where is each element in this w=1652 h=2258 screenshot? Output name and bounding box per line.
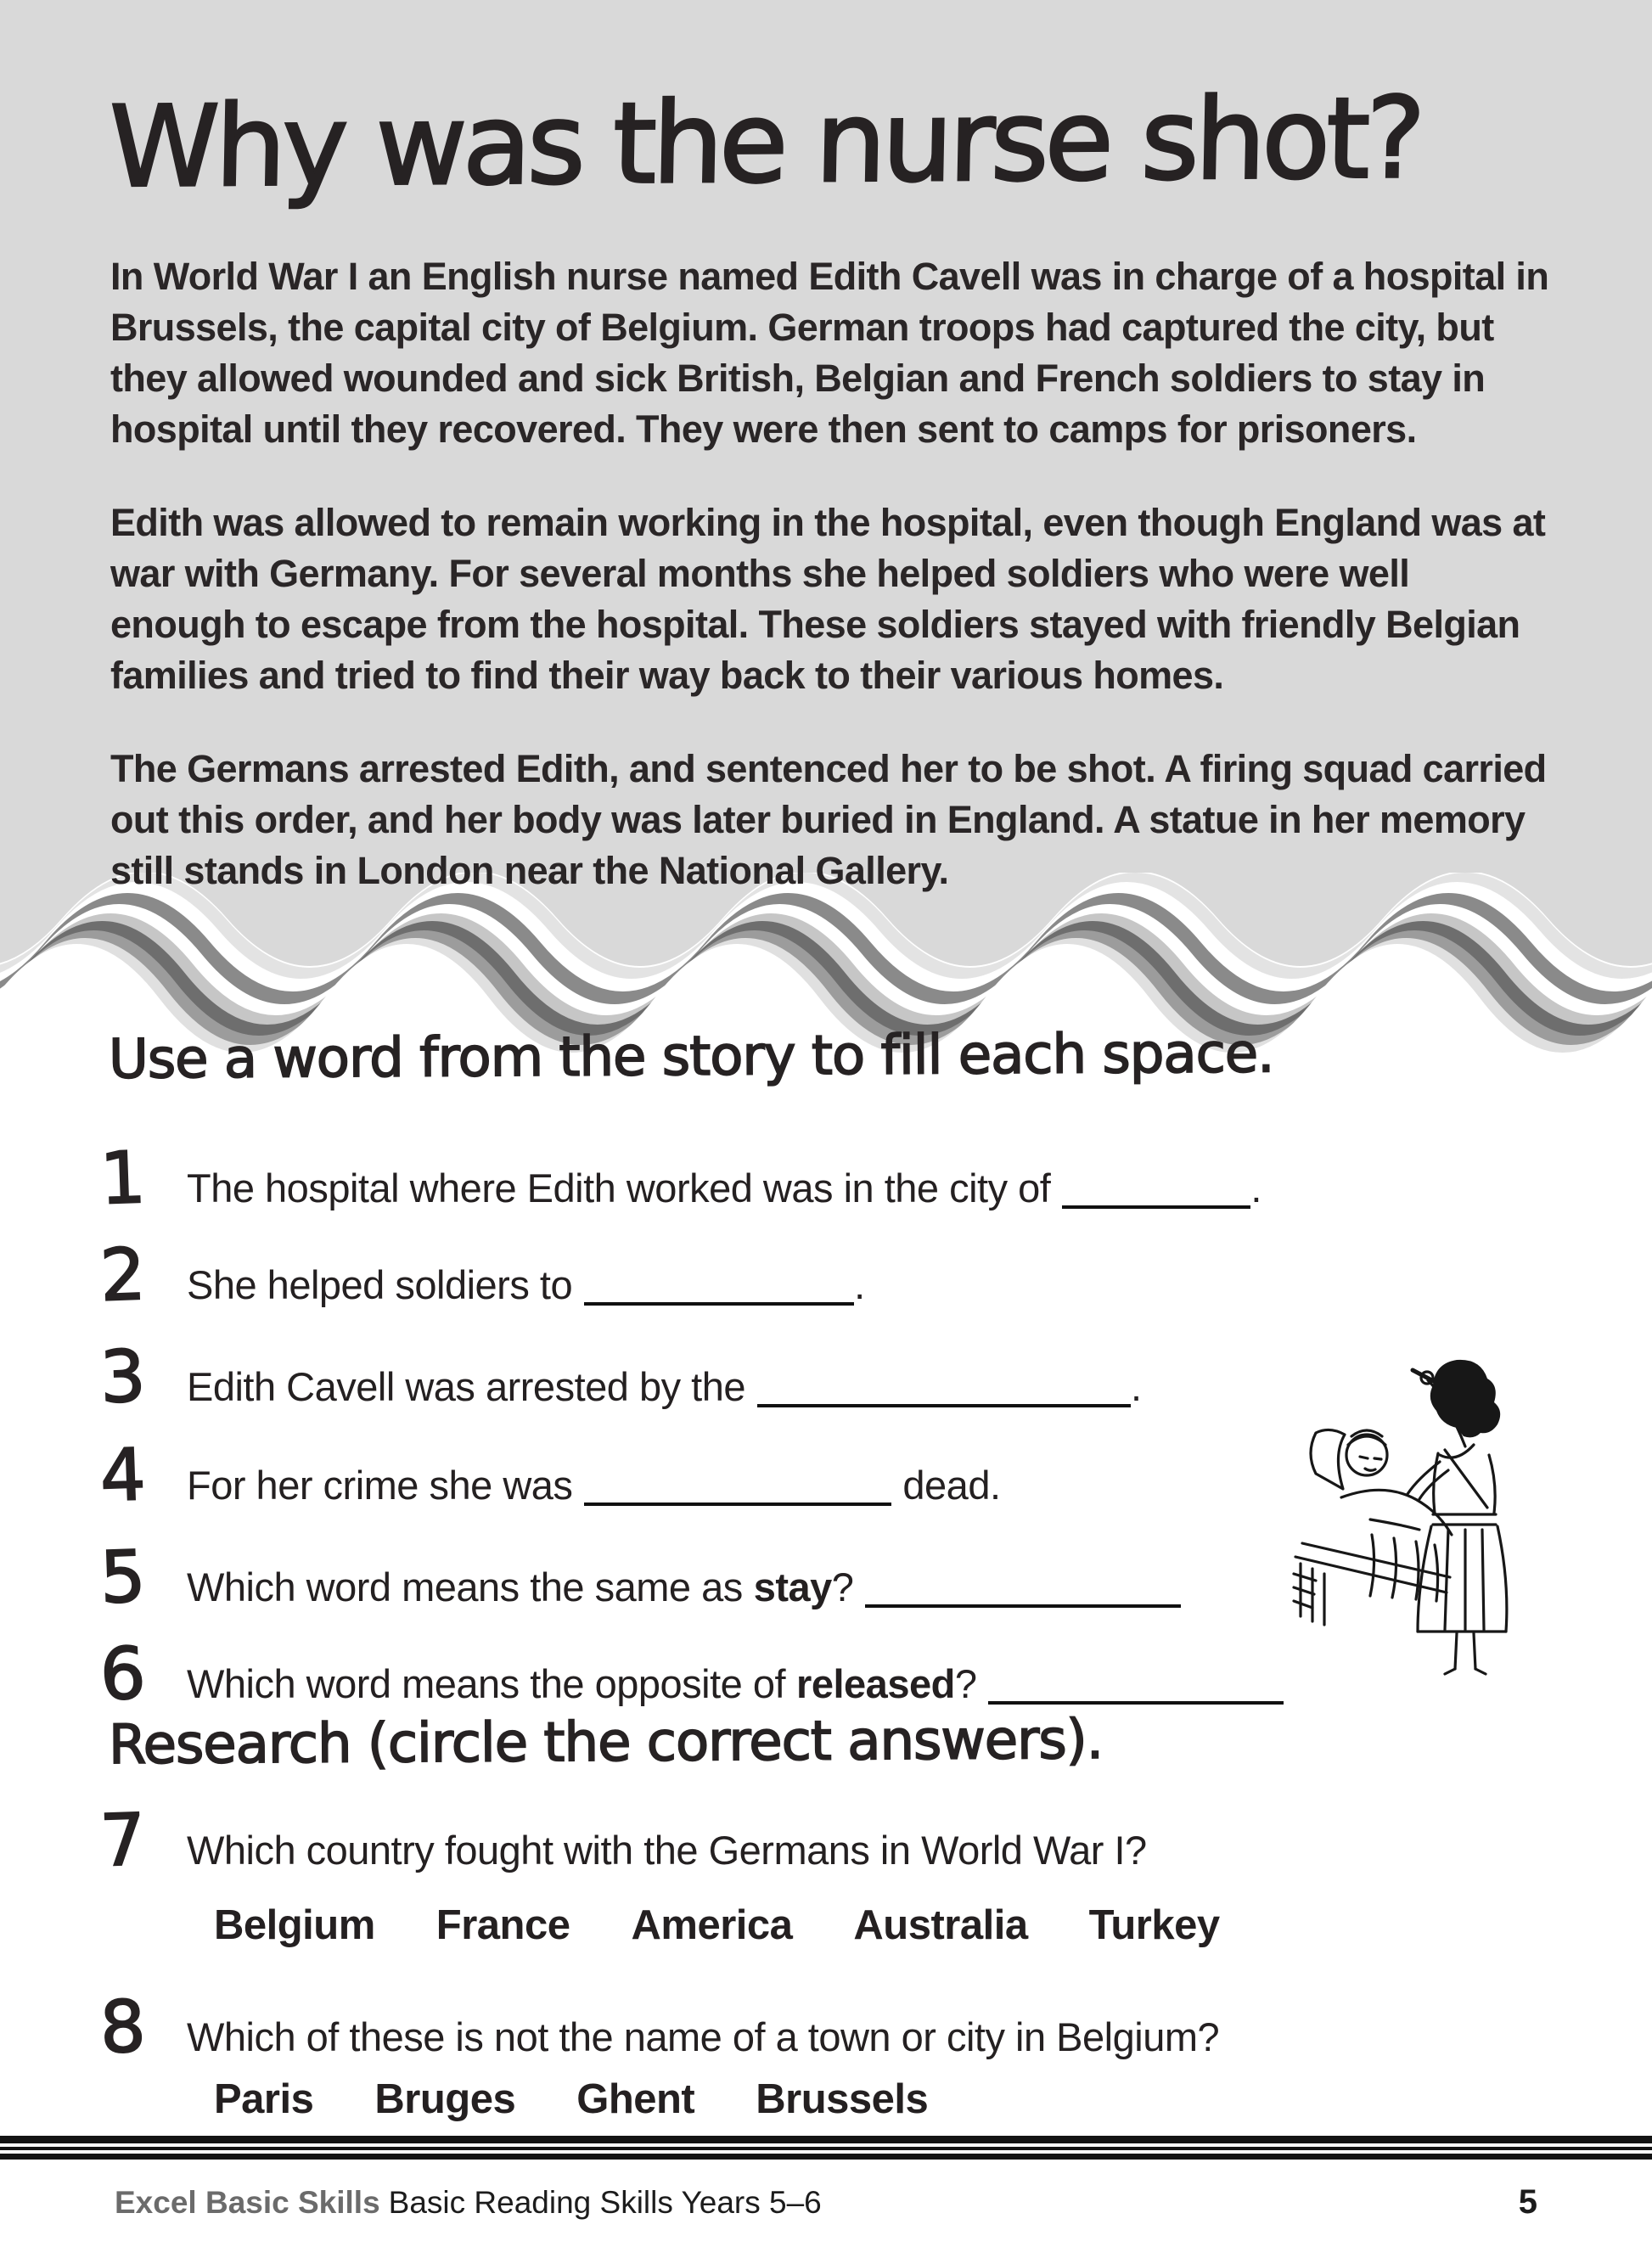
question-number: 5 (98, 1534, 148, 1620)
footer-book-name: Basic Reading Skills Years 5–6 (388, 2185, 822, 2220)
answer-blank[interactable] (584, 1494, 891, 1506)
question-7-options (214, 1901, 1220, 1949)
footer-book-title (115, 2185, 822, 2221)
question-text (187, 1659, 1284, 1710)
option-choice[interactable]: Australia (853, 1902, 1028, 1948)
question-post-text: dead. (902, 1463, 1001, 1508)
question-pre-text: Which word means the opposite of (187, 1661, 786, 1706)
question-number: 2 (98, 1232, 148, 1317)
question-number: 1 (98, 1135, 148, 1221)
page-number: 5 (1518, 2183, 1537, 2221)
story-paragraph: The Germans arrested Edith, and sentenced her to be shot. A firing squad carried out this order, and her body was later buried in England. A statue in her memory still stands in London near the National Gallery. (110, 747, 1547, 892)
page-title: Why was the nurse shot? (107, 73, 1423, 214)
question-text (187, 1460, 1001, 1511)
question-8-options (214, 2075, 928, 2123)
footer-rule (0, 2136, 1652, 2160)
question-pre-text: Edith Cavell was arrested by the (187, 1364, 745, 1409)
question-row-8 (100, 1985, 1526, 2068)
footer (115, 2183, 1537, 2221)
option-choice[interactable]: Belgium (214, 1902, 375, 1948)
question-pre-text: Which word means the same as (187, 1564, 743, 1609)
option-choice[interactable]: Brussels (756, 2076, 929, 2122)
option-choice[interactable]: America (631, 1902, 793, 1948)
question-bold-word: released (796, 1661, 955, 1706)
question-pre-text: She helped soldiers to (187, 1262, 573, 1307)
question-post-text: . (854, 1262, 865, 1307)
section-research-heading: Research (circle the correct answers). (108, 1708, 1104, 1778)
question-text (187, 1260, 865, 1311)
answer-blank[interactable] (1062, 1197, 1250, 1209)
story-text (110, 251, 1554, 939)
answer-blank[interactable] (584, 1294, 854, 1306)
question-pre-text: The hospital where Edith worked was in the city of (187, 1166, 1051, 1210)
question-text (187, 1562, 1181, 1613)
answer-blank[interactable] (865, 1596, 1181, 1608)
option-choice[interactable]: Ghent (576, 2076, 695, 2122)
question-text: Which of these is not the name of a town or city in Belgium? (187, 2014, 1220, 2059)
story-paragraph: Edith was allowed to remain working in the hospital, even though England was at war with Germany. For several months she helped soldiers who were well enough to escape from the hospital. These soldiers stayed with friendly Belgian families and tried to find their way back to their various homes. (110, 501, 1546, 697)
question-row-7 (100, 1798, 1526, 1881)
question-bold-word: stay (753, 1564, 832, 1609)
question-number: 3 (98, 1334, 148, 1419)
nurse-patient-illustration (1290, 1350, 1537, 1686)
question-number: 6 (98, 1631, 148, 1716)
question-pre-text: For her crime she was (187, 1463, 573, 1508)
question-row-2 (100, 1233, 1526, 1316)
section-fill-heading: Use a word from the story to fill each space. (108, 1022, 1274, 1092)
question-post-text: . (1131, 1364, 1142, 1409)
question-number: 7 (98, 1797, 148, 1883)
option-choice[interactable]: Turkey (1088, 1902, 1220, 1948)
answer-blank[interactable] (757, 1396, 1131, 1407)
footer-series-name: Excel Basic Skills (115, 2185, 380, 2220)
question-text (187, 1362, 1142, 1413)
question-number: 8 (98, 1984, 148, 2070)
option-choice[interactable]: Bruges (374, 2076, 516, 2122)
question-number: 4 (98, 1432, 148, 1518)
question-row-1 (100, 1136, 1526, 1219)
question-post-text: . (1250, 1166, 1261, 1210)
question-mark: ? (831, 1564, 854, 1609)
question-text (187, 1163, 1261, 1214)
answer-blank[interactable] (988, 1693, 1284, 1705)
question-mark: ? (954, 1661, 977, 1706)
question-text: Which country fought with the Germans in World War I? (187, 1828, 1147, 1873)
option-choice[interactable]: Paris (214, 2076, 314, 2122)
story-paragraph: In World War I an English nurse named Edith Cavell was in charge of a hospital in Brussels, the capital city of Belgium. German troops had captured the city, but they allowed wounded and sick British, Belgian and French soldiers to stay in hospital until they recovered. They were then sent to camps for prisoners. (110, 255, 1549, 451)
option-choice[interactable]: France (435, 1902, 570, 1948)
